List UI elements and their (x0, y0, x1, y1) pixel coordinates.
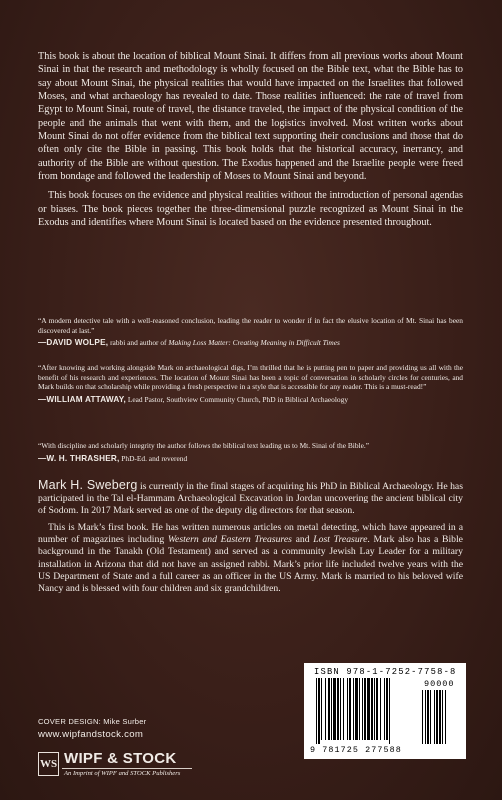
ean-digits: 9 781725 277588 (310, 745, 402, 755)
publisher-divider (62, 768, 192, 769)
endorsement-thrasher (38, 441, 463, 463)
publisher-website: www.wipfandstock.com (38, 729, 144, 740)
cover-design-credit: COVER DESIGN: Mike Surber (38, 717, 147, 726)
endorser-name: —DAVID WOLPE, (38, 338, 109, 348)
price-code: 90000 (424, 679, 455, 689)
endorser-work: Making Loss Matter: Creating Meaning in Difficult Times (168, 338, 340, 348)
isbn-barcode (304, 663, 466, 759)
magazine-title: Western and Eastern Treasures (167, 534, 292, 546)
endorser-name: —W. H. THRASHER, (38, 453, 120, 463)
bio-paragraph-2: This is Mark’s first book. He has written numerous articles on metal detecting, which have appeared in a number of magazines including Western and Eastern Treasures and Lost Treasure. Mark also has a Bible background in the Tanakh (Old Testament) and served as a community Jewish Lay Leader for a military installation in Arizona that did not have an assigned rabbi. Mark’s prior life included twelve years with the US Department of State and a full career as an officer in the US Army. Mark is married to his beloved wife Nancy and is blessed with four children and six grandchildren. (38, 522, 463, 594)
endorser-name: —WILLIAM ATTAWAY, (38, 394, 126, 404)
author-bio (38, 479, 463, 595)
endorsement-attribution (38, 454, 463, 464)
bio-paragraph-1: Mark H. Sweberg is currently in the final stages of acquiring his PhD in Biblical Archaeology. He has participated in the Tal el-Hammam Archaeological Excavation in Jordan uncovering the ancient biblical city of Sodom. In 2017 Mark served as one of the deputy dig directors for that season. (38, 478, 464, 517)
endorser-role: PhD-Ed. and reverend (119, 453, 188, 463)
endorsement-attribution (38, 395, 463, 405)
description-paragraph-2: This book focuses on the evidence and physical realities without the introduction of personal agendas or biases. The book pieces together the three-dimensional puzzle recognized as Mount Sinai in the Exodus and identifies where Mount Sinai is located based on the evidence presented throughout. (38, 190, 463, 229)
endorsement-quote: “With discipline and scholarly integrity the author follows the biblical text leading us to Mt. Sinai of the Bible.” (38, 441, 369, 450)
endorsement-quote: “After knowing and working alongside Mark on archaeological digs, I’m thrilled that he is putting pen to paper and providing us all with the benefit of his research and experiences. The location of Mount Sinai has been a topic of conversation in scholarly circles for centuries, and Mark builds on that scholarship while providing a fresh perspective in a style that is accessible for any reader. This is a must-read!” (38, 363, 463, 392)
publisher-tagline: An Imprint of WIPF and STOCK Publishers (64, 770, 181, 777)
endorser-role: rabbi and author of (108, 338, 169, 348)
book-description (38, 50, 463, 229)
magazine-title: Lost Treasure (313, 534, 368, 546)
endorser-role: Lead Pastor, Southview Community Church, PhD in Biblical Archaeology (126, 394, 349, 404)
endorsement-wolpe (38, 316, 463, 348)
endorsement-quote: “A modern detective tale with a well-reasoned conclusion, leading the reader to wonder if in fact the elusive location of Mt. Sinai has been discovered at last.” (38, 316, 463, 335)
barcode-bars (316, 678, 456, 744)
endorsement-attaway (38, 363, 463, 404)
publisher-logo-icon: WS (38, 752, 59, 776)
endorsement-attribution (38, 338, 463, 348)
publisher-name: WIPF & STOCK (64, 750, 177, 767)
isbn-number: ISBN 978-1-7252-7758-8 (314, 667, 457, 677)
description-paragraph-1: This book is about the location of biblical Mount Sinai. It differs from all previous works about Mount Sinai in that the research and methodology is wholly focused on the Bible text, what the Bible has to say about Mount Sinai, the physical realities that would have impacted on the Israelites that followed Moses, and what archaeology has revealed to date. Those realities influenced: the rate of travel from Egypt to Mount Sinai, route of travel, the distance traveled, the impact of the physical condition of the people and the animals that went with them, and the logistics involved. Most written works about Mount Sinai do not offer evidence from the biblical text supporting their conclusions and those that do often only cite the Bible in passing. This book holds that the historical accuracy, inerrancy, and authority of the Bible are without question. The Exodus happened and the Israelite people were freed from bondage and followed the leadership of Moses to Mount Sinai and beyond. (38, 51, 463, 183)
author-name: Mark H. Sweberg (38, 478, 138, 492)
